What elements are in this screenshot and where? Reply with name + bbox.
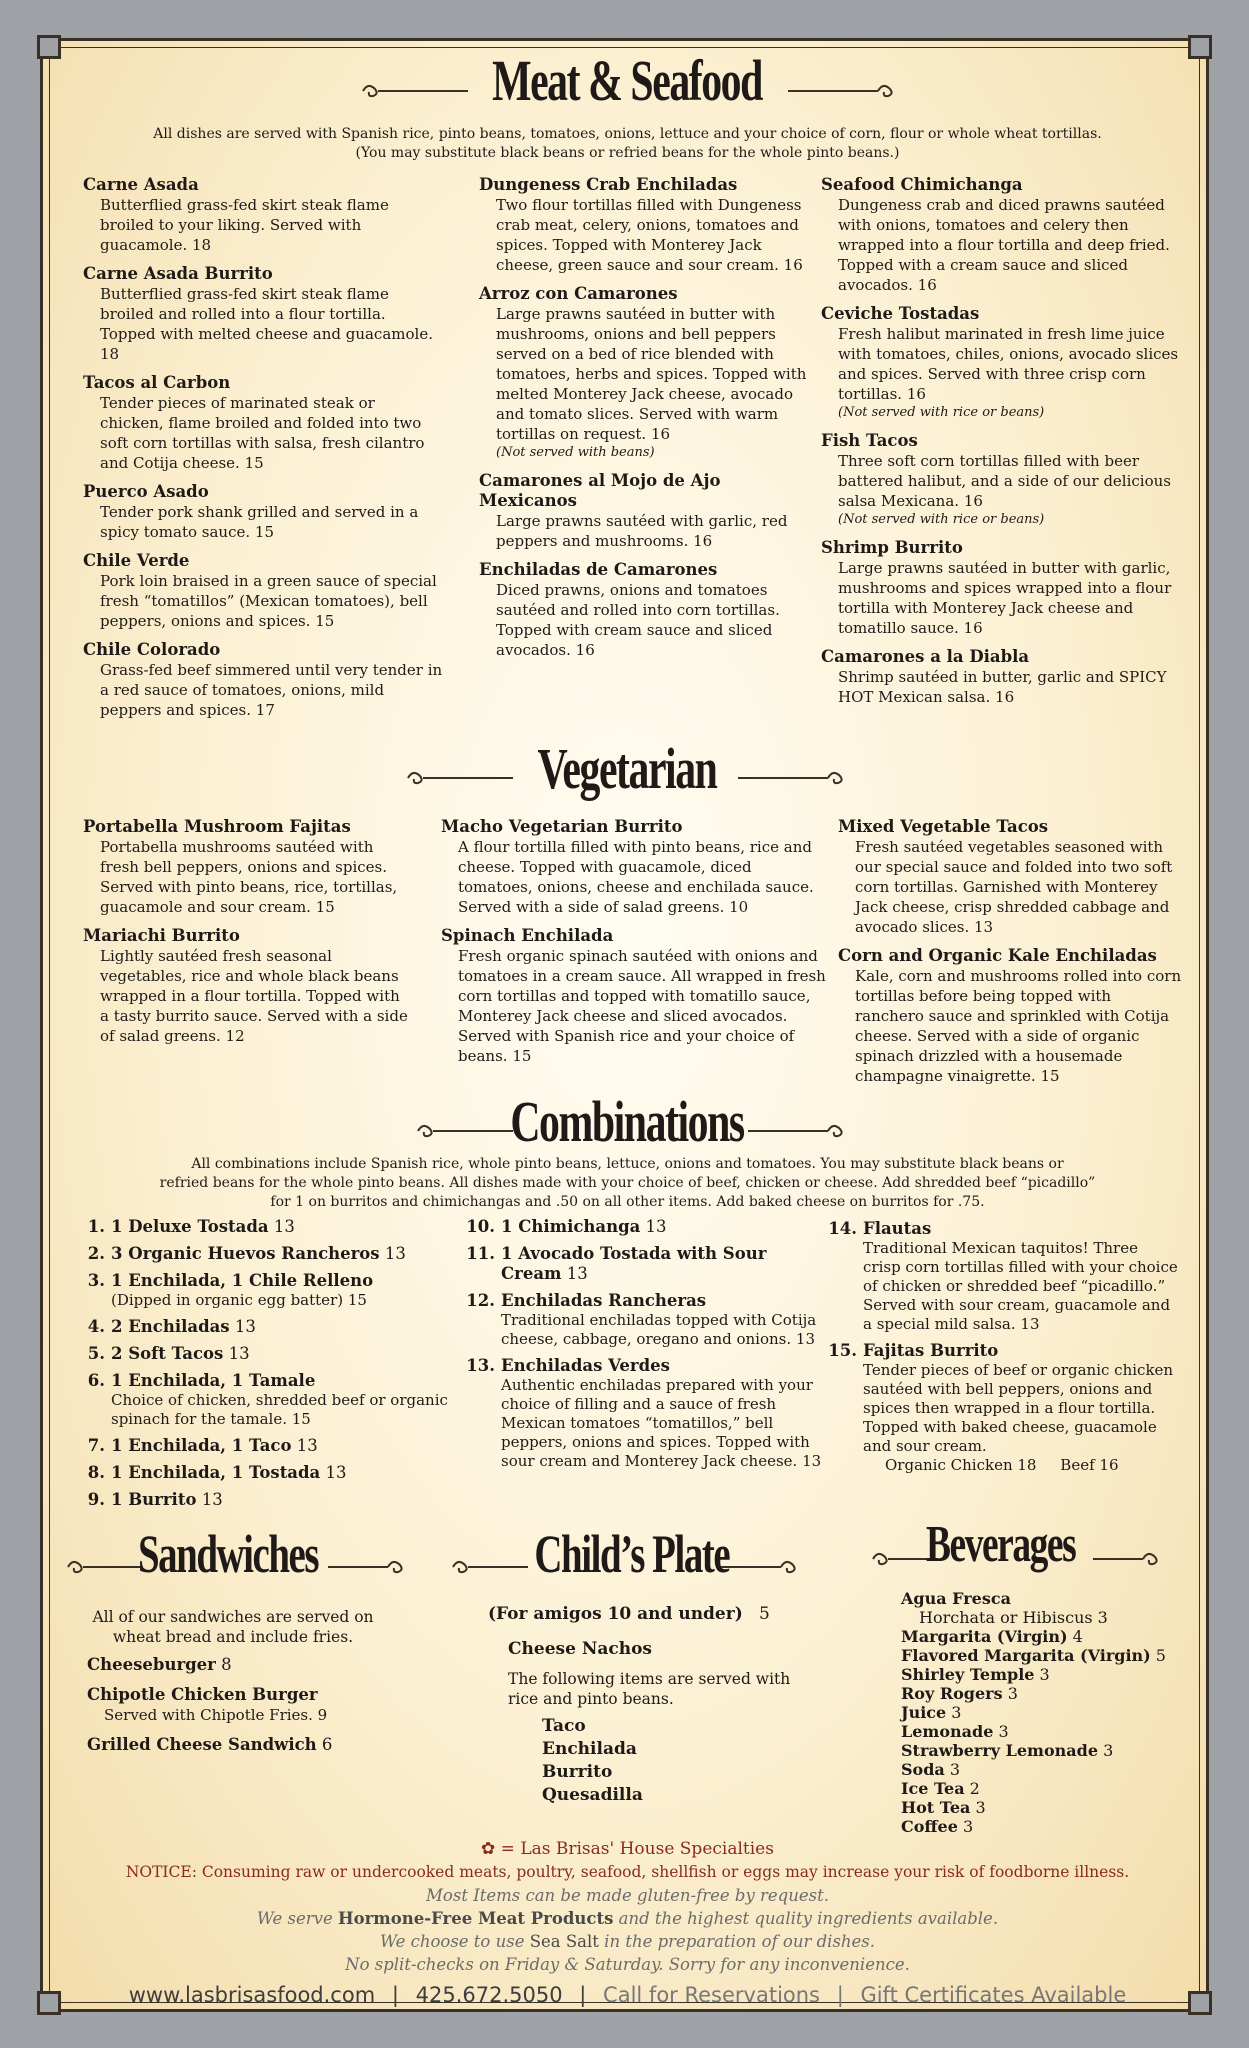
beverage-name: Coffee [901,1817,958,1836]
menu-item [821,647,1181,707]
notice-text: NOTICE: Consuming raw or undercooked meats, poultry, seafood, shellfish or eggs may increase your risk of foodborne illness. [125,1863,1130,1881]
combo-number: 14. [828,1219,857,1238]
meat-column [479,175,819,669]
combo-title [501,1291,823,1311]
flourish-right-icon [738,768,848,788]
item-name: Ceviche Tostadas [821,304,980,323]
flourish-right-icon [788,81,898,101]
combo-name: 3 Organic Huevos Rancheros [111,1244,380,1263]
item-description: Kale, corn and mushrooms rolled into corn tortillas before being topped with ranchero sauce and sprinkled with Cotija cheese. Served with a side of organic spinach drizzled with a housemade champagne vinaigrette. 15 [855,967,1182,1085]
item-name: Tacos al Carbon [83,373,231,392]
section-title-beverages: Beverages [926,1516,1076,1573]
combo-title [111,1244,406,1264]
menu-item [83,551,443,631]
beverage-item [901,1722,1201,1741]
item-description: Grass-fed beef simmered until very tender in a red sauce of tomatoes, onions, mild peppers and spices. 17 [100,661,443,719]
sandwich-item [87,1655,427,1675]
beverage-item [901,1741,1201,1760]
meat-intro-line: (You may substitute black beans or refried beans for the whole pinto beans.) [355,145,900,161]
combo-name: Enchiladas Verdes [501,1356,670,1375]
combo-name: 1 Chimichanga [501,1217,641,1236]
item-description: Pork loin braised in a green sauce of special fresh “tomatillos” (Mexican tomatoes), bell peppers, onions and spices. 15 [100,572,437,630]
combo-body [863,1219,1180,1334]
child-age-note: (For amigos 10 and under) [488,1604,743,1624]
note-emphasis: Sea Salt [529,1932,599,1951]
combo-number: 8. [87,1463,105,1482]
menu-item [83,640,443,720]
combo-number: 4. [87,1317,105,1336]
combo-body [111,1317,256,1337]
footer: www.lasbrisasfood.com | 425.672.5050 | Call for Reservations | Gift Certificates Available [128,1983,1127,2007]
item-name: Portabella Mushroom Fajitas [83,817,351,836]
menu-item [838,946,1183,1086]
child-price: 5 [758,1604,770,1624]
beverage-name: Hot Tea [901,1798,971,1817]
combo-body [501,1217,667,1237]
note-text: in the preparation of our dishes. [598,1932,876,1951]
meat-column [821,175,1181,716]
combo-title [501,1356,823,1376]
menu-item [821,304,1181,422]
combo-intro-line: All combinations include Spanish rice, whole pinto beans, lettuce, onions and tomatoes. You may substitute black beans or [191,1156,1064,1172]
corner-ornament [37,35,61,59]
menu-item [821,175,1181,295]
item-name: Macho Vegetarian Burrito [441,817,683,836]
section-title-meat-seafood: Meat & Seafood [492,48,762,113]
combo-body [111,1463,346,1483]
beverage-name: Ice Tea [901,1779,965,1798]
combo-number: 9. [87,1490,105,1509]
hormone-note [43,1909,1212,1928]
veg-column [83,817,413,1055]
item-description: Butterflied grass-fed skirt steak flame broiled to your liking. Served with guacamole. 18 [100,196,389,254]
sandwiches-intro: All of our sandwiches are served on wheat bread and include fries. [92,1608,374,1646]
menu-item [821,538,1181,638]
item-description: Large prawns sautéed with garlic, red peppers and mushrooms. 16 [496,512,788,550]
menu-item [83,373,443,473]
combo-body [501,1291,823,1349]
combo-item [463,1356,823,1471]
beverage-name: Lemonade [901,1722,994,1741]
item-description: Lightly sautéed fresh seasonal vegetables, rice and whole black beans wrapped in a flour tortilla. Topped with a tasty burrito sauce. Served with a side of salad greens. 12 [100,947,408,1045]
meat-intro-line: All dishes are served with Spanish rice, pinto beans, tomatoes, onions, lettuce and your choice of corn, flour or whole wheat tortillas. [153,126,1102,142]
beverage-item [901,1589,1201,1608]
combo-item [463,1244,823,1284]
item-name: Fish Tacos [821,431,918,450]
child-item: Enchilada [542,1739,637,1759]
combo-item [73,1217,453,1237]
website-link[interactable]: www.lasbrisasfood.com [128,1983,376,2007]
beverage-price: 2 [964,1779,980,1798]
child-item: Quesadilla [542,1785,643,1805]
combo-item [463,1291,823,1349]
combo-number: 2. [87,1244,105,1263]
beverage-name: Roy Rogers [901,1684,1003,1703]
combo-body [111,1436,318,1456]
item-description: Fresh halibut marinated in fresh lime juice with tomatoes, chiles, onions, avocado slices and spices. Served with three crisp corn tortillas. 16 [838,325,1179,403]
menu-item [441,817,831,917]
combo-item [73,1344,453,1364]
combo-title [111,1463,346,1483]
combo-title [111,1490,223,1510]
item-note: (Not served with beans) [496,445,655,460]
reservations-text: Call for Reservations [603,1983,820,2007]
item-name: Spinach Enchilada [441,926,614,945]
section-title-combinations: Combinations [510,1089,744,1154]
combo-name: 1 Deluxe Tostada [111,1217,269,1236]
beverage-price: Horchata or Hibiscus 3 [919,1608,1108,1627]
combo-title [111,1344,250,1364]
flourish-left-icon [448,1557,528,1577]
combo-number: 6. [87,1371,105,1390]
combo-name: 2 Soft Tacos [111,1344,224,1363]
combo-number: 5. [87,1344,105,1363]
combo-item [463,1217,823,1237]
combo-price: 13 [229,1317,256,1336]
combo-item [73,1244,453,1264]
menu-item [479,471,819,551]
sandwich-price: 6 [316,1735,333,1754]
veg-column [838,817,1183,1095]
item-name: Corn and Organic Kale Enchiladas [838,946,1157,965]
combo-title [863,1341,1180,1361]
sandwiches-list [87,1655,427,1765]
menu-item [83,264,443,364]
item-name: Mariachi Burrito [83,926,240,945]
item-name: Seafood Chimichanga [821,175,1023,194]
sandwich-title: Chipotle Chicken Burger [87,1685,318,1704]
combo-item [825,1341,1180,1475]
sandwich-title: Grilled Cheese Sandwich [87,1735,317,1754]
child-desc: The following items are served with rice and pinto beans. [508,1670,791,1708]
combo-body [111,1490,223,1510]
sandwich-description: Served with Chipotle Fries. 9 [104,1706,328,1724]
combo-price: 13 [196,1490,223,1509]
sandwich-item [87,1735,427,1755]
beverage-item [901,1703,1201,1722]
combo-name: 1 Burrito [111,1490,197,1509]
sandwich-price: 8 [215,1655,232,1674]
meat-intro [63,125,1192,163]
sandwich-name [87,1685,427,1705]
beverage-item [901,1665,1201,1684]
combo-name: 1 Enchilada, 1 Tostada [111,1463,321,1482]
combo-description: (Dipped in organic egg batter) 15 [111,1291,367,1309]
combo-price: 13 [223,1344,250,1363]
menu-item [838,817,1183,937]
combo-body [111,1244,406,1264]
beverage-name: Soda [901,1760,945,1779]
section-title-sandwiches: Sandwiches [137,1524,319,1584]
sandwich-name [87,1735,427,1755]
combo-description: Choice of chicken, shredded beef or organic spinach for the tamale. 15 [111,1391,448,1428]
sandwich-title: Cheeseburger [87,1655,216,1674]
combo-price: 13 [291,1436,318,1455]
item-name: Camarones al Mojo de Ajo Mexicanos [479,471,721,510]
combo-title [111,1371,453,1391]
combo-description: Traditional enchiladas topped with Cotija cheese, cabbage, oregano and onions. 13 [501,1311,817,1348]
item-note: (Not served with rice or beans) [838,512,1045,527]
combo-number: 13. [466,1356,495,1375]
gift-certificates-text: Gift Certificates Available [860,1983,1127,2007]
flourish-right-icon [748,1121,848,1141]
item-description: Fresh organic spinach sautéed with onions and tomatoes in a cream sauce. All wrapped in fresh corn tortillas and topped with tomatillo sauce, Monterey Jack cheese and sliced avocados. Served with Spanish rice and your choice of beans. 15 [458,947,826,1065]
combo-item [73,1271,453,1310]
combo-column [463,1217,823,1478]
item-name: Chile Colorado [83,640,221,659]
beverage-price: 3 [1034,1665,1050,1684]
combo-body [111,1271,373,1310]
section-title-childs-plate: Child’s Plate [534,1524,730,1584]
item-description: Shrimp sautéed in butter, garlic and SPICY HOT Mexican salsa. 16 [838,668,1167,706]
child-items [542,1715,643,1807]
item-name: Shrimp Burrito [821,538,963,557]
combo-name: Enchiladas Rancheras [501,1291,707,1310]
menu-item [479,284,819,462]
item-description: Butterflied grass-fed skirt steak flame broiled and rolled into a flour tortilla. Topped with melted cheese and guacamole. 18 [100,285,433,363]
child-item: Burrito [542,1762,613,1782]
item-description: Tender pieces of marinated steak or chicken, flame broiled and folded into two soft corn tortillas with salsa, fresh cilantro and Cotija cheese. 15 [100,394,425,472]
beverage-price: 3 [1002,1684,1018,1703]
combo-number: 3. [87,1271,105,1290]
beverage-name: Agua Fresca [901,1589,1011,1608]
beverage-item [901,1684,1201,1703]
child-nachos: Cheese Nachos [508,1639,653,1659]
item-description: Large prawns sautéed in butter with mushrooms, onions and bell peppers served on a bed of rice blended with tomatoes, herbs and spices. Topped with melted Monterey Jack cheese, avocado and tomato slices. Served with warm tortillas on request. 16 [496,305,807,443]
beverage-name: Strawberry Lemonade [901,1741,1099,1760]
combo-intro-line: refried beans for the whole pinto beans. All dishes made with your choice of beef, chicken or cheese. Add shredded beef “picadillo” [159,1175,1096,1191]
combo-description: Tender pieces of beef or organic chicken sautéed with bell peppers, onions and spices then wrapped in a flour tortilla. Topped with baked cheese, guacamole and sour cream. [863,1361,1174,1455]
note-text: and the highest quality ingredients available. [613,1909,999,1928]
combo-price: 13 [320,1463,347,1482]
combo-column [825,1219,1180,1482]
combo-number: 7. [87,1436,105,1455]
combo-item [73,1371,453,1429]
menu-item [479,175,819,275]
flourish-left-icon [63,1557,143,1577]
combo-title [111,1317,256,1337]
beverage-name: Margarita (Virgin) [901,1627,1068,1646]
beverage-price: 3 [1098,1741,1114,1760]
sandwich-name [87,1655,427,1675]
beverage-price: 3 [993,1722,1009,1741]
combo-item [73,1317,453,1337]
combo-intro-line: for 1 on burritos and chimichangas and .50 on all other items. Add baked cheese on burritos for .75. [270,1194,985,1210]
beverage-item [901,1798,1201,1817]
item-description: Diced prawns, onions and tomatoes sautéed and rolled into corn tortillas. Topped with cream sauce and sliced avocados. 16 [496,581,780,659]
beverage-item [901,1817,1201,1836]
combo-body [501,1356,823,1471]
combo-item [73,1463,453,1483]
item-name: Camarones a la Diabla [821,647,1030,666]
note-emphasis: Hormone-Free Meat Products [338,1909,614,1928]
combo-item [73,1436,453,1456]
combo-name: 1 Avocado Tostada with Sour Cream [501,1244,767,1283]
combo-name: Fajitas Burrito [863,1341,999,1360]
combo-body [863,1341,1180,1475]
item-name: Carne Asada [83,175,199,194]
flourish-right-icon [328,1557,408,1577]
menu-page [40,38,1209,2012]
combo-name: 1 Enchilada, 1 Taco [111,1436,292,1455]
menu-item [83,817,413,917]
item-name: Puerco Asado [83,482,209,501]
combo-number: 12. [466,1291,495,1310]
phone-number[interactable]: 425.672.5050 [415,1983,563,2007]
menu-item [821,431,1181,529]
item-description: Large prawns sautéed in butter with garlic, mushrooms and spices wrapped into a flour tortilla with Monterey Jack cheese and tomatillo sauce. 16 [838,559,1172,637]
menu-item [83,482,443,542]
item-description: Two flour tortillas filled with Dungeness crab meat, celery, onions, tomatoes and spices. Topped with Monterey Jack cheese, green sauce and sour cream. 16 [496,196,803,274]
combo-title [863,1219,1180,1239]
beverage-item [901,1760,1201,1779]
beverage-price: 3 [944,1760,961,1779]
child-item: Taco [542,1716,586,1736]
combo-number: 1. [87,1217,105,1236]
combo-number: 11. [466,1244,495,1263]
veg-column [441,817,831,1075]
beverage-item [901,1779,1201,1798]
combo-name: 1 Enchilada, 1 Tamale [111,1371,316,1390]
flourish-right-icon [721,1557,801,1577]
item-description: Fresh sautéed vegetables seasoned with our special sauce and folded into two soft corn tortillas. Garnished with Monterey Jack cheese, crisp shredded cabbage and avocado slices. 13 [855,838,1173,936]
combo-price: 13 [379,1244,406,1263]
menu-item [441,926,831,1066]
beverage-price: 5 [1150,1646,1166,1665]
item-name: Dungeness Crab Enchiladas [479,175,738,194]
leaf-icon: ✿ [481,1839,496,1859]
combo-intro [63,1155,1192,1212]
combo-name: Flautas [863,1219,932,1238]
item-description: Three soft corn tortillas filled with beer battered halibut, and a side of our delicious salsa Mexicana. 16 [838,452,1171,510]
menu-item [479,560,819,660]
combo-item [73,1490,453,1510]
item-description: Tender pork shank grilled and served in a spicy tomato sauce. 15 [100,503,419,541]
corner-ornament [1188,35,1212,59]
combo-description: Traditional Mexican taquitos! Three crisp corn tortillas filled with your choice of chicken or shredded beef “picadillo.” Served with sour cream, guacamole and a special mild salsa. 13 [863,1239,1178,1333]
house-specialty-legend [43,1839,1212,1859]
item-name: Mixed Vegetable Tacos [838,817,1049,836]
meat-column [83,175,443,729]
combo-body [501,1244,823,1284]
combo-price: 13 [268,1217,295,1236]
combo-body [111,1217,295,1237]
combo-description: Authentic enchiladas prepared with your choice of filling and a sauce of fresh Mexican tomatoes “tomatillos,” bell peppers, onions and spices. Topped with sour cream and Monterey Jack cheese. 13 [501,1376,822,1470]
menu-item [83,175,443,255]
combo-item [825,1219,1180,1334]
combo-title [501,1217,667,1237]
split-check-note: No split-checks on Friday & Saturday. Sorry for any inconvenience. [345,1955,910,1974]
salt-note [43,1932,1212,1951]
section-title-vegetarian: Vegetarian [537,736,717,801]
combo-number: 15. [828,1341,857,1360]
item-name: Chile Verde [83,551,190,570]
item-name: Carne Asada Burrito [83,264,273,283]
combo-title [111,1271,373,1291]
combo-number: 10. [466,1217,495,1236]
legend-text: = Las Brisas' House Specialties [500,1839,774,1859]
combo-title [501,1244,823,1284]
beverage-item [901,1646,1201,1665]
beverage-item [901,1627,1201,1646]
item-description: Dungeness crab and diced prawns sautéed with onions, tomatoes and celery then wrapped into a flour tortilla and deep fried. Topped with a cream sauce and sliced avocados. 16 [838,196,1170,294]
beverage-price: 4 [1067,1627,1083,1646]
note-text: We choose to use [379,1932,530,1951]
beverage-name: Shirley Temple [901,1665,1035,1684]
menu-item [83,926,413,1046]
combo-title [111,1217,295,1237]
beverages-list [901,1589,1201,1836]
combo-title [111,1436,318,1456]
flourish-right-icon [1093,1549,1163,1569]
child-subtitle [488,1603,808,1625]
item-name: Arroz con Camarones [479,284,678,303]
combo-body [111,1371,453,1429]
combo-prices: Organic Chicken 18 Beef 16 [885,1456,1119,1474]
item-description: Portabella mushrooms sautéed with fresh bell peppers, onions and spices. Served with pinto beans, rice, tortillas, guacamole and sour cream. 15 [100,838,398,916]
gluten-note: Most Items can be made gluten-free by request. [426,1886,829,1905]
combo-price: 13 [640,1217,667,1236]
beverage-price: 3 [957,1817,974,1836]
beverage-name: Juice [901,1703,947,1722]
combo-body [111,1344,250,1364]
sandwich-item [87,1685,427,1725]
combo-name: 1 Enchilada, 1 Chile Relleno [111,1271,374,1290]
item-description: A flour tortilla filled with pinto beans, rice and cheese. Topped with guacamole, diced tomatoes, onions, cheese and enchilada sauce. Served with a side of salad greens. 10 [458,838,814,916]
combo-name: 2 Enchiladas [111,1317,230,1336]
beverage-price: 3 [970,1798,986,1817]
item-note: (Not served with rice or beans) [838,405,1045,420]
beverage-price: 3 [946,1703,962,1722]
note-text: We serve [256,1909,338,1928]
beverage-item [901,1608,1201,1627]
beverage-name: Flavored Margarita (Virgin) [901,1646,1151,1665]
combo-price: 13 [561,1264,588,1283]
item-name: Enchiladas de Camarones [479,560,718,579]
combo-column [73,1217,453,1517]
